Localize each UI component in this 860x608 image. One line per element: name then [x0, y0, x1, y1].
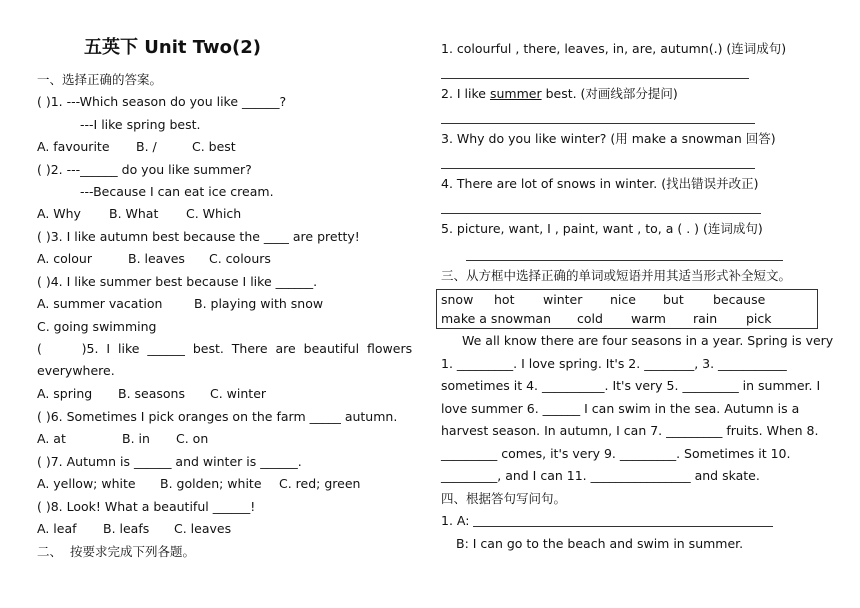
passage-line: sometimes it 4. __________. It's very 5. _________ in summer. I: [441, 378, 821, 393]
q8-option-c: C. leaves: [174, 521, 232, 536]
question-4: ( )4. I like summer best because I like ______.: [37, 274, 318, 289]
q3-option-c: C. colours: [209, 251, 271, 266]
q5-option-a: A. spring: [37, 386, 93, 401]
q2-option-c: C. Which: [186, 206, 242, 221]
q3-option-a: A. colour: [37, 251, 92, 266]
section-4-q1-reply: B: I can go to the beach and swim in summer.: [456, 536, 744, 551]
q5-option-b: B. seasons: [118, 386, 185, 401]
task-2: [441, 86, 678, 102]
task-3: 3. Why do you like winter? (用 make a snowman 回答): [441, 131, 776, 146]
word-bank-item: nice: [610, 292, 636, 307]
passage-line: 1. _________. I love spring. It's 2. ________, 3. ___________: [441, 356, 787, 371]
section-4-q1-label: 1. A:: [441, 513, 474, 528]
question-1: ( )1. ---Which season do you like ______?: [37, 94, 287, 109]
word-bank-item: cold: [577, 311, 603, 326]
task-5: 5. picture, want, I , paint, want , to, a ( . ) (连词成句): [441, 221, 763, 236]
word-bank-item: winter: [543, 292, 583, 307]
question-6: ( )6. Sometimes I pick oranges on the farm _____ autumn.: [37, 409, 398, 424]
word-bank-box: [436, 289, 818, 329]
q7-option-c: C. red; green: [279, 476, 361, 491]
q6-option-a: A. at: [37, 431, 66, 446]
task-1: 1. colourful , there, leaves, in, are, autumn(.) (连词成句): [441, 41, 787, 56]
q2-option-a: A. Why: [37, 206, 81, 221]
task-2-prefix: 2. I like: [441, 86, 490, 101]
question-3: ( )3. I like autumn best because the ____ are pretty!: [37, 229, 360, 244]
section-3-heading: 三、从方框中选择正确的单词或短语并用其适当形式补全短文。: [441, 268, 792, 283]
section-2-heading: 二、 按要求完成下列各题。: [37, 544, 195, 559]
page-title: 五英下 Unit Two(2): [84, 37, 262, 58]
q5-option-c: C. winter: [210, 386, 267, 401]
q8-option-b: B. leafs: [103, 521, 150, 536]
passage-line: We all know there are four seasons in a year. Spring is very: [462, 333, 834, 348]
q1-option-a: A. favourite: [37, 139, 110, 154]
question-1-answer-line: ---I like spring best.: [80, 117, 201, 132]
word-bank-item: make a snowman: [441, 311, 551, 326]
question-7: ( )7. Autumn is ______ and winter is ______.: [37, 454, 302, 469]
q7-option-b: B. golden; white: [160, 476, 262, 491]
q4-option-b: B. playing with snow: [194, 296, 324, 311]
q1-option-c: C. best: [192, 139, 236, 154]
question-2-answer-line: ---Because I can eat ice cream.: [80, 184, 274, 199]
task-2-suffix: best. (对画线部分提问): [541, 86, 678, 101]
q3-option-b: B. leaves: [128, 251, 185, 266]
q4-option-a: A. summer vacation: [37, 296, 163, 311]
task-2-underlined-word: summer: [489, 86, 542, 101]
word-bank-item: because: [713, 292, 766, 307]
passage-line: love summer 6. ______ I can swim in the sea. Autumn is a: [441, 401, 800, 416]
word-bank-item: snow: [441, 292, 474, 307]
word-bank-item: warm: [631, 311, 666, 326]
word-bank-item: but: [663, 292, 684, 307]
section-1-heading: 一、选择正确的答案。: [37, 72, 163, 87]
word-bank-item: pick: [746, 311, 772, 326]
question-8: ( )8. Look! What a beautiful ______!: [37, 499, 256, 514]
word-bank-item: rain: [693, 311, 718, 326]
section-4-answer-line[interactable]: [473, 526, 773, 527]
q6-option-b: B. in: [122, 431, 150, 446]
q8-option-a: A. leaf: [37, 521, 77, 536]
answer-line-3[interactable]: [441, 168, 755, 169]
answer-line-2[interactable]: [441, 123, 755, 124]
answer-line-1[interactable]: [441, 78, 749, 79]
q6-option-c: C. on: [176, 431, 209, 446]
question-2: ( )2. ---______ do you like summer?: [37, 162, 252, 177]
q7-option-a: A. yellow; white: [37, 476, 136, 491]
task-4: 4. There are lot of snows in winter. (找出错误并改正): [441, 176, 759, 191]
answer-line-4[interactable]: [441, 213, 761, 214]
passage-line: _________ comes, it's very 9. _________. Sometimes it 10.: [441, 446, 791, 461]
passage-line: _________, and I can 11. ________________ and skate.: [441, 468, 760, 483]
q4-option-c: C. going swimming: [37, 319, 157, 334]
section-4-heading: 四、根据答句写问句。: [441, 491, 567, 506]
answer-line-5[interactable]: [466, 260, 783, 261]
q2-option-b: B. What: [109, 206, 159, 221]
q1-option-b: B. /: [136, 139, 157, 154]
question-5: ( )5. I like ______ best. There are beautiful flowers: [37, 341, 413, 356]
passage-line: harvest season. In autumn, I can 7. _________ fruits. When 8.: [441, 423, 819, 438]
word-bank-item: hot: [494, 292, 515, 307]
question-5-continued: everywhere.: [37, 363, 115, 378]
